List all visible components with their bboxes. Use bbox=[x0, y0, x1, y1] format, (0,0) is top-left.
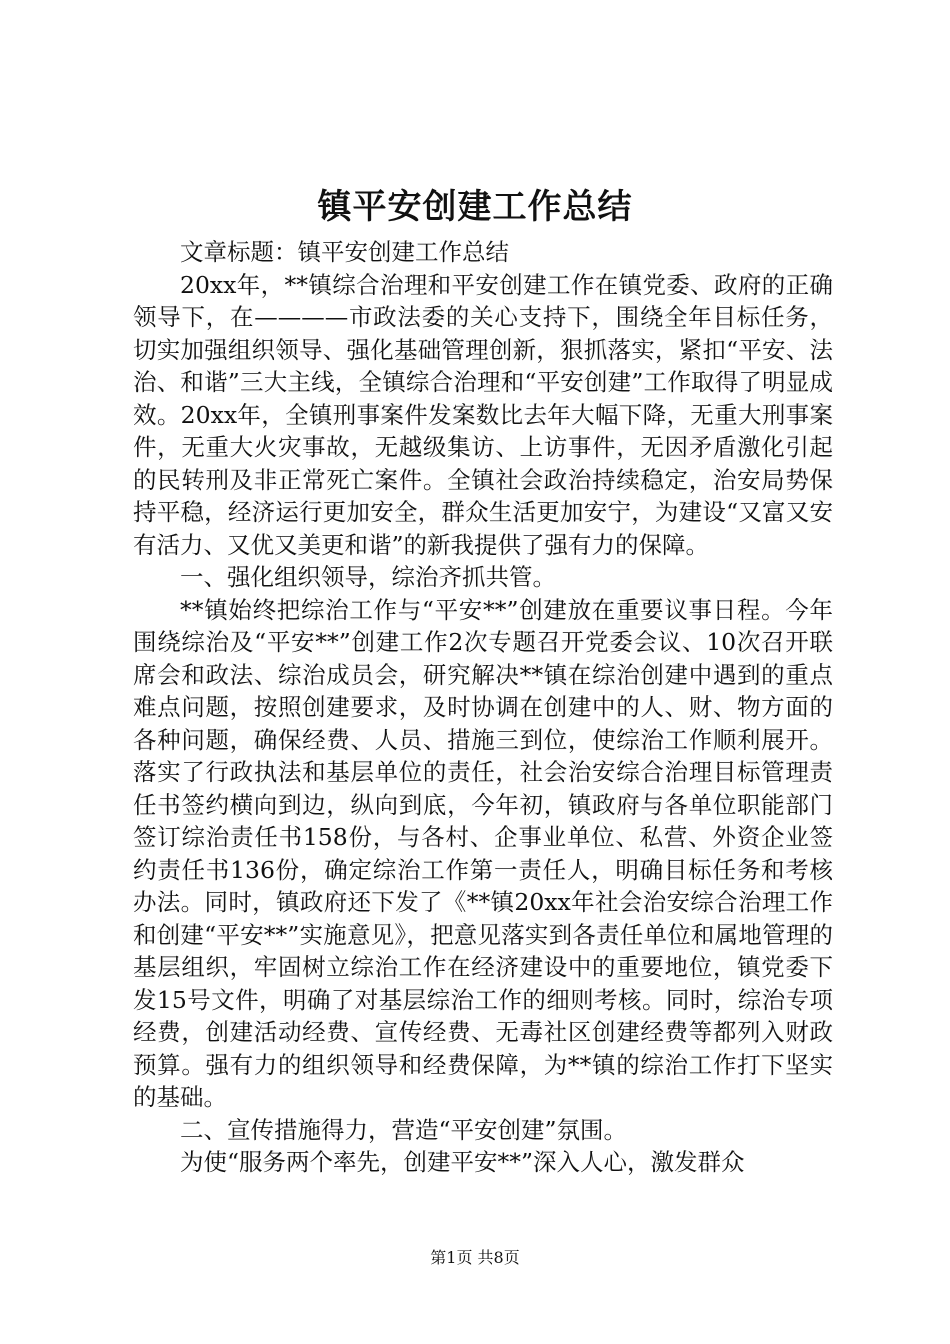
paragraph-intro: 20xx年，**镇综合治理和平安创建工作在镇党委、政府的正确领导下，在————市政法委的关心支持下，围绕全年目标任务，切实加强组织领导、强化基础管理创新，狠抓落实，紧扣“平安、法治、和谐”三大主线，全镇综合治理和“平安创建”工作取得了明显成效。20xx年，全镇刑事案件发案数比去年大幅下降，无重大刑事案件，无重大火灾事故，无越级集访、上访事件，无因矛盾激化引起的民转刑及非正常死亡案件。全镇社会政治持续稳定，治安局势保持平稳，经济运行更加安全，群众生活更加安宁，为建设“又富又安有活力、又优又美更和谐”的新我提供了强有力的保障。 bbox=[133, 270, 833, 559]
page-number-footer: 第1页 共8页 bbox=[430, 1248, 520, 1267]
article-title-line: 文章标题：镇平安创建工作总结 bbox=[180, 238, 509, 266]
paragraph-section-1: **镇始终把综治工作与“平安**”创建放在重要议事日程。今年围绕综治及“平安**”创建工作2次专题召开党委会议、10次召开联席会和政法、综治成员会，研究解决**镇在综治创建中遇到的重点难点问题，按照创建要求，及时协调在创建中的人、财、物方面的各种问题，确保经费、人员、措施三到位，使综治工作顺利展开。落实了行政执法和基层单位的责任，社会治安综合治理目标管理责任书签约横向到边，纵向到底，今年初，镇政府与各单位职能部门签订综治责任书158份，与各村、企事业单位、私营、外资企业签约责任书136份，确定综治工作第一责任人，明确目标任务和考核办法。同时，镇政府还下发了《**镇20xx年社会治安综合治理工作和创建“平安**”实施意见》，把意见落实到各责任单位和属地管理的基层组织，牢固树立综治工作在经济建设中的重要地位，镇党委下发15号文件，明确了对基层综治工作的细则考核。同时，综治专项经费，创建活动经费、宣传经费、无毒社区创建经费等都列入财政预算。强有力的组织领导和经费保障，为**镇的综治工作打下坚实的基础。 bbox=[133, 595, 833, 1111]
document-title: 镇平安创建工作总结 bbox=[317, 187, 633, 227]
section-heading-2: 二、宣传措施得力，营造“平安创建”氛围。 bbox=[180, 1115, 628, 1144]
section-heading-1: 一、强化组织领导，综治齐抓共管。 bbox=[180, 563, 556, 591]
paragraph-section-2: 为使“服务两个率先，创建平安**”深入人心，激发群众 bbox=[180, 1148, 745, 1176]
document-body bbox=[133, 236, 833, 1179]
